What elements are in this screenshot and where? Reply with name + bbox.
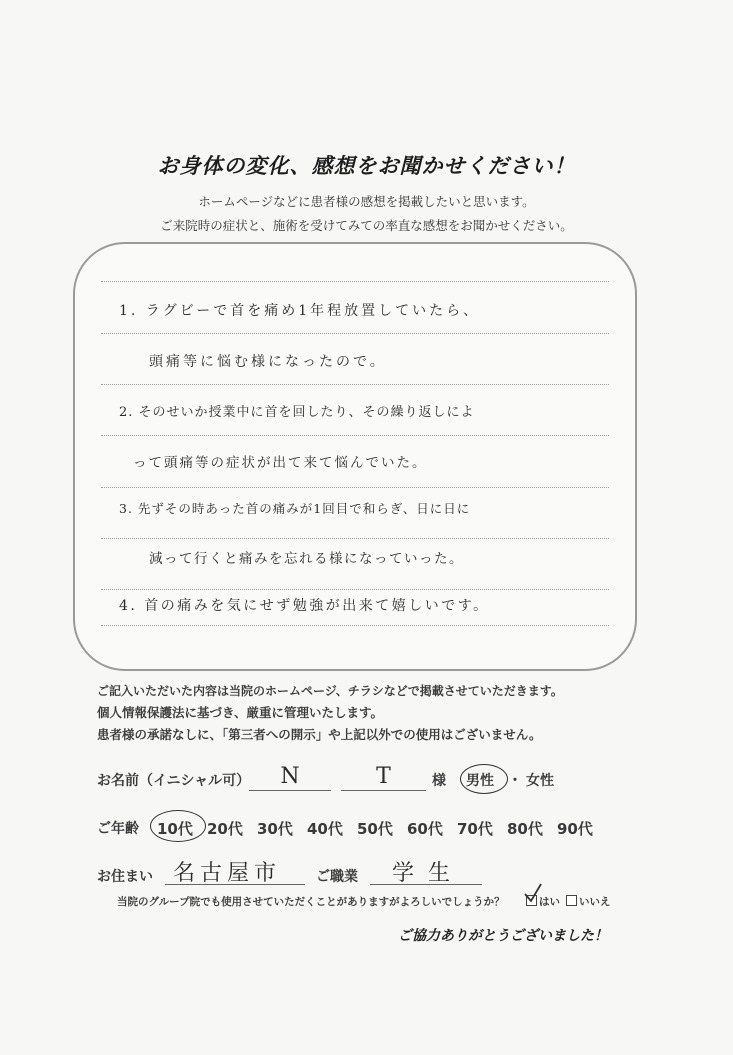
job-label: ご職業 xyxy=(316,869,358,885)
dotted-rule xyxy=(101,538,609,539)
name-field-2[interactable] xyxy=(341,764,426,791)
answer-line-5: 3. 先ずその時あった首の痛みが1回目で和らぎ、日に日に xyxy=(119,501,471,516)
name-initial-2: T xyxy=(376,764,391,789)
intro-line-2: ご来院時の症状と、施術を受けてみての率直な感想をお聞かせください。 xyxy=(160,218,573,233)
answer-line-4: って頭痛等の症状が出て来て悩んでいた。 xyxy=(133,455,428,471)
group-use-question: 当院のグループ院でも使用させていただくことがありますがよろしいでしょうか？ xyxy=(117,896,505,908)
job-value: 学生 xyxy=(392,861,465,886)
no-checkbox[interactable] xyxy=(566,895,577,906)
dotted-rule xyxy=(101,625,609,626)
answer-line-3: 2. そのせいか授業中に首を回したり、その繰り返しによ xyxy=(119,405,475,420)
dotted-rule xyxy=(101,333,609,334)
intro-line-1: ホームページなどに患者様の感想を掲載したいと思います。 xyxy=(198,194,535,209)
answer-line-6: 減って行くと痛みを忘れる様になっていった。 xyxy=(149,551,464,567)
age-option-50[interactable]: 50代 xyxy=(357,820,393,838)
yes-label: はい xyxy=(539,896,560,908)
gender-male-option[interactable]: 男性 xyxy=(466,773,494,789)
no-label: いいえ xyxy=(579,896,611,908)
dotted-rule xyxy=(101,435,609,436)
answer-line-1: 1. ラグビーで首を痛め1年程放置していたら、 xyxy=(119,303,481,319)
gender-separator: ・ xyxy=(508,773,522,789)
gender-female-option[interactable]: 女性 xyxy=(526,773,554,789)
thanks-message: ご協力ありがとうございました！ xyxy=(398,928,608,944)
address-value: 名古屋市 xyxy=(173,861,282,886)
age-label: ご年齢 xyxy=(97,821,139,837)
age-option-80[interactable]: 80代 xyxy=(507,820,543,838)
honorific-label: 様 xyxy=(432,773,446,789)
answer-box xyxy=(73,242,637,671)
age-option-60[interactable]: 60代 xyxy=(407,820,443,838)
name-initial-1: N xyxy=(280,764,300,789)
form-title: お身体の変化、感想をお聞かせください！ xyxy=(157,154,576,178)
privacy-line-2: 個人情報保護法に基づき、厳重に管理いたします。 xyxy=(97,705,384,720)
dotted-rule xyxy=(101,589,609,590)
age-option-90[interactable]: 90代 xyxy=(557,820,593,838)
age-option-20[interactable]: 20代 xyxy=(207,820,243,838)
name-label: お名前（イニシャル可） xyxy=(97,773,251,789)
privacy-line-1: ご記入いただいた内容は当院のホームページ、チラシなどで掲載させていただきます。 xyxy=(97,684,563,698)
dotted-rule xyxy=(101,384,609,385)
dotted-rule xyxy=(101,487,609,488)
address-label: お住まい xyxy=(97,869,153,885)
answer-line-7: 4. 首の痛みを気にせず勉強が出来て嬉しいです。 xyxy=(119,598,490,614)
age-option-40[interactable]: 40代 xyxy=(307,820,343,838)
address-field[interactable] xyxy=(165,856,305,885)
job-field[interactable] xyxy=(370,856,482,885)
age-option-30[interactable]: 30代 xyxy=(257,820,293,838)
answer-line-2: 頭痛等に悩む様になったので。 xyxy=(149,354,387,370)
name-field-1[interactable] xyxy=(249,764,331,791)
age-option-70[interactable]: 70代 xyxy=(457,820,493,838)
dotted-rule xyxy=(101,281,609,282)
age-option-10[interactable]: 10代 xyxy=(157,820,193,838)
privacy-line-3: 患者様の承諾なしに、「第三者への開示」や上記以外での使用はございません。 xyxy=(97,727,542,742)
